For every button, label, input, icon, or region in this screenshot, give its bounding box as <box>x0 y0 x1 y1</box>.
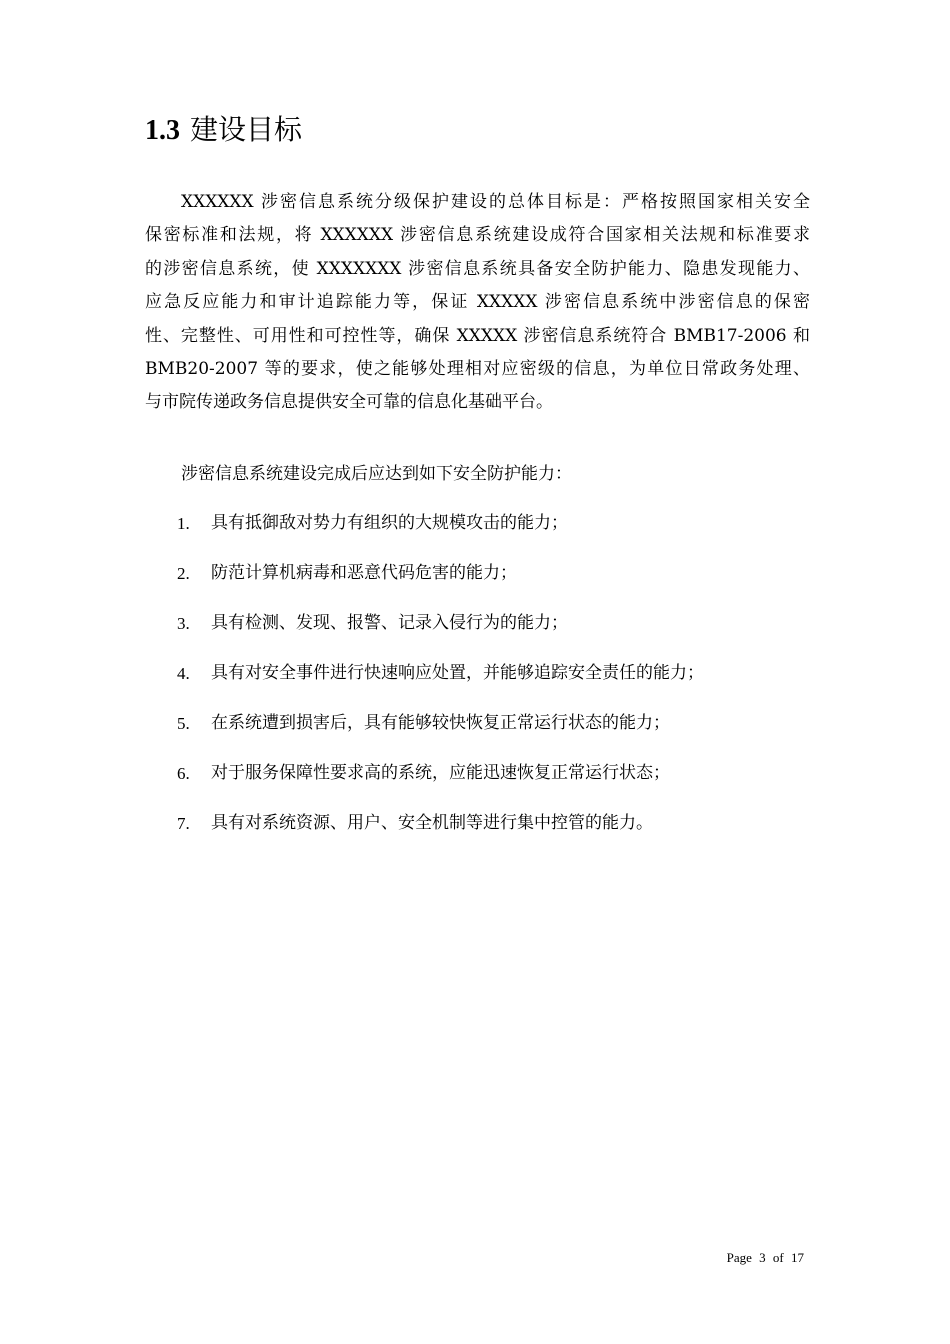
list-item <box>177 557 704 607</box>
paragraph-line: 保密标准和法规，将 XXXXXX 涉密信息系统建设成符合国家相关法规和标准要求 <box>145 225 810 246</box>
list-item-text: 防范计算机病毒和恶意代码危害的能力； <box>211 563 517 583</box>
paragraph-line: 应急反应能力和审计追踪能力等，保证 XXXXX 涉密信息系统中涉密信息的保密 <box>145 292 810 313</box>
overall-goal-paragraph <box>145 186 810 420</box>
page-footer <box>725 1250 806 1266</box>
list-item-number: 7. <box>177 814 190 833</box>
list-item <box>177 507 704 557</box>
list-item-number: 3. <box>177 614 190 633</box>
body-text <box>145 186 810 420</box>
list-item-text: 具有检测、发现、报警、记录入侵行为的能力； <box>211 613 568 633</box>
paragraph-line: 性、完整性、可用性和可控性等，确保 XXXXX 涉密信息系统符合 BMB17-2006 和 <box>145 325 810 346</box>
paragraph-line: 与市院传递政务信息提供安全可靠的信息化基础平台。 <box>145 392 553 413</box>
list-item-text: 在系统遭到损害后，具有能够较快恢复正常运行状态的能力； <box>211 713 670 733</box>
footer-total-pages: 17 <box>791 1250 804 1265</box>
list-item <box>177 607 704 657</box>
list-item-text: 具有对安全事件进行快速响应处置，并能够追踪安全责任的能力； <box>211 663 704 683</box>
section-number: 1.3 <box>145 115 180 146</box>
paragraph-line: BMB20-2007 等的要求，使之能够处理相对应密级的信息，为单位日常政务处理、 <box>145 359 810 380</box>
footer-current-page: 3 <box>759 1250 766 1265</box>
footer-of-label: of <box>772 1250 784 1265</box>
list-item <box>177 657 704 707</box>
section-title: 建设目标 <box>190 113 303 146</box>
paragraph-line: XXXXXX 涉密信息系统分级保护建设的总体目标是：严格按照国家相关安全 <box>181 192 810 212</box>
list-item-number: 1. <box>177 514 190 533</box>
list-item <box>177 757 704 807</box>
section-heading <box>145 110 302 151</box>
footer-page-label: Page <box>726 1250 752 1265</box>
capabilities-intro: 涉密信息系统建设完成后应达到如下安全防护能力： <box>181 464 572 484</box>
list-item-text: 对于服务保障性要求高的系统，应能迅速恢复正常运行状态； <box>211 763 670 783</box>
list-item <box>177 807 704 857</box>
list-item-text: 具有抵御敌对势力有组织的大规模攻击的能力； <box>211 513 568 533</box>
list-item-number: 2. <box>177 564 190 583</box>
list-item <box>177 707 704 757</box>
list-item-text: 具有对系统资源、用户、安全机制等进行集中控管的能力。 <box>211 813 653 833</box>
list-item-number: 6. <box>177 764 190 783</box>
paragraph-line: 的涉密信息系统，使 XXXXXXX 涉密信息系统具备安全防护能力、隐患发现能力、 <box>145 258 810 279</box>
list-item-number: 4. <box>177 664 190 683</box>
list-item-number: 5. <box>177 714 190 733</box>
capabilities-list <box>177 507 704 857</box>
